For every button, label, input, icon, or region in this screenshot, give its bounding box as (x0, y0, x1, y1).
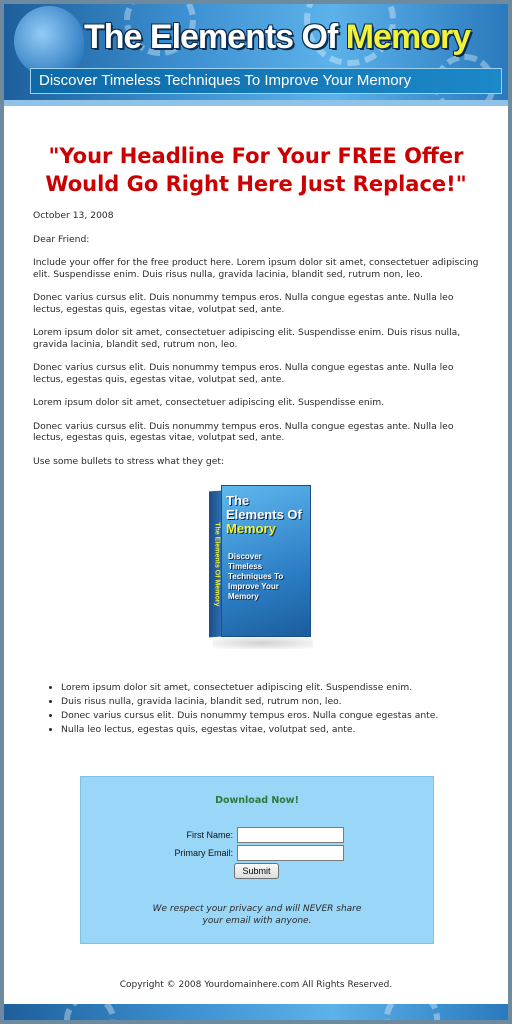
ebook-shadow (213, 637, 313, 649)
email-label: Primary Email: (174, 848, 233, 858)
page-headline: "Your Headline For Your FREE Offer Would Go Right Here Just Replace!" (45, 144, 467, 196)
gear-icon (64, 1004, 116, 1020)
letter-greeting: Dear Friend: (33, 233, 90, 245)
ebook-spine-text: The Elements Of Memory (213, 522, 221, 607)
site-subtitle: Discover Timeless Techniques To Improve Your Memory (39, 72, 412, 89)
first-name-label: First Name: (186, 830, 233, 840)
ebook-cover-image (33, 479, 479, 669)
gear-icon (384, 1004, 440, 1020)
paragraph: Donec varius cursus elit. Duis nonummy tempus eros. Nulla congue egestas ante. Nulla leo lectus, egestas quis, egestas vitae, volutpat sed, ante. (33, 420, 454, 443)
email-input[interactable] (237, 845, 344, 861)
paragraph: Lorem ipsum dolor sit amet, consectetuer adipiscing elit. Suspendisse enim. (33, 397, 385, 408)
header-banner (4, 4, 508, 106)
ebook-title-accent: Memory (226, 521, 276, 536)
subtitle-bar (30, 68, 502, 94)
paragraph: Donec varius cursus elit. Duis nonummy tempus eros. Nulla congue egestas ante. Nulla leo lectus, egestas quis, egestas vitae, volutpat sed, ante. (33, 292, 454, 315)
ebook-title (226, 494, 308, 536)
paragraph: Donec varius cursus elit. Duis nonummy tempus eros. Nulla congue egestas ante. Nulla leo lectus, egestas quis, egestas vitae, volutpat sed, ante. (33, 362, 454, 385)
header-divider (4, 100, 508, 106)
ebook-title-main: The Elements Of (226, 493, 302, 522)
privacy-notice (81, 903, 433, 927)
ebook-subtitle: Discover Timeless Techniques To Improve Your Memory (228, 552, 284, 601)
footer-banner (4, 1004, 508, 1020)
copyright-footer: Copyright © 2008 Yourdomainhere.com All Rights Reserved. (119, 980, 393, 990)
letter-date: October 13, 2008 (33, 210, 114, 221)
main-content (33, 110, 479, 737)
bullets-intro: Use some bullets to stress what they get: (33, 455, 225, 467)
paragraph: Include your offer for the free product here. Lorem ipsum dolor sit amet, consectetuer adipiscing elit. Suspendisse enim. Duis risus nulla, gravida lacinia, blandit sed, rutrum non, leo. (33, 257, 479, 280)
site-title (84, 18, 504, 57)
optin-form (80, 776, 434, 944)
ebook (209, 485, 309, 635)
ebook-spine (209, 491, 221, 638)
benefit-list (33, 681, 479, 737)
first-name-row (81, 827, 433, 843)
site-title-accent: Memory (345, 18, 471, 56)
list-item: • Nulla leo lectus, egestas quis, egestas vitae, volutpat sed, ante. (61, 723, 479, 737)
ebook-front (221, 485, 311, 637)
privacy-line: your email with anyone. (202, 916, 312, 926)
submit-button[interactable]: Submit (234, 863, 279, 879)
list-item: • Donec varius cursus elit. Duis nonummy tempus eros. Nulla congue egestas ante. (61, 709, 479, 723)
sales-letter (33, 210, 479, 467)
first-name-input[interactable] (237, 827, 344, 843)
list-item: • Lorem ipsum dolor sit amet, consectetuer adipiscing elit. Suspendisse enim. (61, 681, 479, 695)
site-title-main: The Elements Of (84, 18, 338, 56)
form-title: Download Now! (215, 795, 299, 806)
list-item: • Duis risus nulla, gravida lacinia, blandit sed, rutrum non, leo. (61, 695, 479, 709)
email-row (81, 845, 433, 861)
privacy-line: We respect your privacy and will NEVER share (152, 904, 362, 914)
paragraph: Lorem ipsum dolor sit amet, consectetuer adipiscing elit. Suspendisse enim. Duis risus nulla, gravida lacinia, blandit sed, rutrum non, leo. (33, 327, 461, 350)
page-frame (4, 4, 508, 1020)
brain-head-icon (14, 6, 84, 76)
